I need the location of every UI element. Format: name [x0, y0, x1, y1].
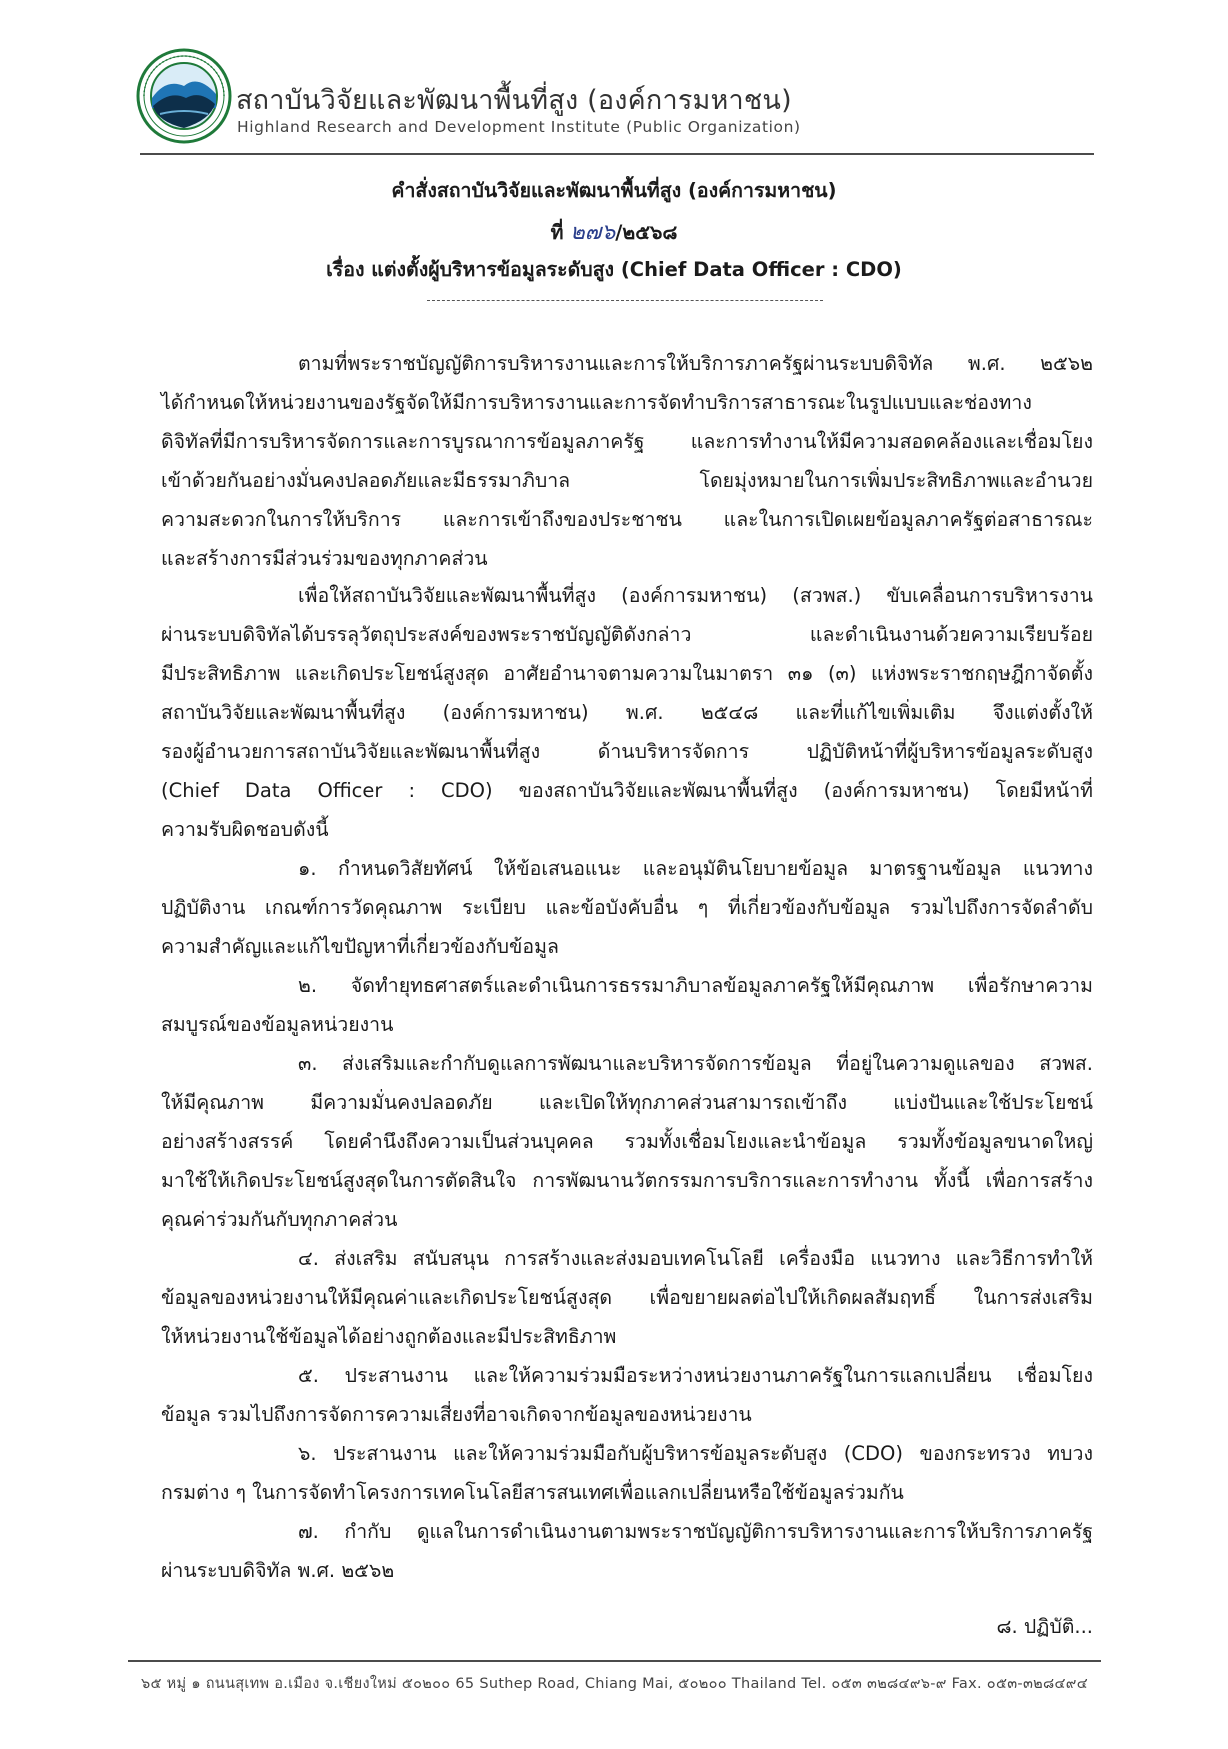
- body-line: ความรับผิดชอบดังนี้: [161, 818, 329, 841]
- body-line: ได้กำหนดให้หน่วยงานของรัฐจัดให้มีการบริหารงานและการจัดทำบริการสาธารณะในรูปแบบและช่องทาง: [161, 391, 1032, 414]
- body-line: มีประสิทธิภาพ และเกิดประโยชน์สูงสุด อาศัยอำนาจตามความในมาตรา ๓๑ (๓) แห่งพระราชกฤษฎีกาจัดตั้ง: [161, 662, 1093, 685]
- body-line: ตามที่พระราชบัญญัติการบริหารงานและการให้บริการภาครัฐผ่านระบบดิจิทัล พ.ศ. ๒๕๖๒: [298, 352, 1093, 375]
- org-name-english: Highland Research and Development Institute (Public Organization): [237, 118, 801, 136]
- letterhead-divider: [140, 153, 1094, 155]
- footer-address: ๖๕ หมู่ ๑ ถนนสุเทพ อ.เมือง จ.เชียงใหม่ ๕๐๒๐๐ 65 Suthep Road, Chiang Mai, ๕๐๒๐๐ Thailand Tel. ๐๕๓ ๓๒๘๔๙๖-๙ Fax. ๐๕๓-๓๒๘๔๙๔: [141, 1676, 1088, 1692]
- body-line: ผ่านระบบดิจิทัลได้บรรลุวัตถุประสงค์ของพระราชบัญญัติดังกล่าว และดำเนินงานด้วยความเรียบร้อย: [161, 623, 1093, 646]
- order-number-year: /๒๕๖๘: [615, 221, 678, 244]
- body-line: ให้หน่วยงานใช้ข้อมูลได้อย่างถูกต้องและมีประสิทธิภาพ: [161, 1325, 617, 1348]
- body-line: ผ่านระบบดิจิทัล พ.ศ. ๒๕๖๒: [161, 1559, 395, 1582]
- body-line: ให้มีคุณภาพ มีความมั่นคงปลอดภัย และเปิดให้ทุกภาคส่วนสามารถเข้าถึง แบ่งปันและใช้ประโยชน์: [161, 1091, 1093, 1114]
- body-line: เพื่อให้สถาบันวิจัยและพัฒนาพื้นที่สูง (องค์การมหาชน) (สวพส.) ขับเคลื่อนการบริหารงาน: [298, 584, 1093, 607]
- body-line: ความสำคัญและแก้ไขปัญหาที่เกี่ยวข้องกับข้อมูล: [161, 935, 559, 958]
- body-line: รองผู้อำนวยการสถาบันวิจัยและพัฒนาพื้นที่สูง ด้านบริหารจัดการ ปฏิบัติหน้าที่ผู้บริหารข้อมูลระดับสูง: [161, 740, 1093, 763]
- body-line: คุณค่าร่วมกันกับทุกภาคส่วน: [161, 1208, 398, 1231]
- duty-item-2: ๒. จัดทำยุทธศาสตร์และดำเนินการธรรมาภิบาลข้อมูลภาครัฐให้มีคุณภาพ เพื่อรักษาความ: [298, 974, 1093, 997]
- body-line: ความสะดวกในการให้บริการ และการเข้าถึงของประชาชน และในการเปิดเผยข้อมูลภาครัฐต่อสาธารณะ: [161, 508, 1093, 531]
- body-line: เข้าด้วยกันอย่างมั่นคงปลอดภัยและมีธรรมาภิบาล โดยมุ่งหมายในการเพิ่มประสิทธิภาพและอำนวย: [161, 469, 1093, 492]
- duty-item-1: ๑. กำหนดวิสัยทัศน์ ให้ข้อเสนอแนะ และอนุมัตินโยบายข้อมูล มาตรฐานข้อมูล แนวทาง: [298, 857, 1093, 880]
- body-line: (Chief Data Officer : CDO) ของสถาบันวิจัยและพัฒนาพื้นที่สูง (องค์การมหาชน) โดยมีหน้าที่: [161, 779, 1093, 802]
- duty-item-3: ๓. ส่งเสริมและกำกับดูแลการพัฒนาและบริหารจัดการข้อมูล ที่อยู่ในความดูแลของ สวพส.: [298, 1052, 1093, 1075]
- body-line: ปฏิบัติงาน เกณฑ์การวัดคุณภาพ ระเบียบ และข้อบังคับอื่น ๆ ที่เกี่ยวข้องกับข้อมูล รวมไปถึงการจัดลำดับ: [161, 896, 1093, 919]
- title-separator: [427, 300, 823, 301]
- duty-item-4: ๔. ส่งเสริม สนับสนุน การสร้างและส่งมอบเทคโนโลยี เครื่องมือ แนวทาง และวิธีการทำให้: [298, 1247, 1093, 1270]
- order-number: [0, 214, 1228, 249]
- body-line: สมบูรณ์ของข้อมูลหน่วยงาน: [161, 1013, 394, 1036]
- page-continuation: ๘. ปฏิบัติ...: [996, 1615, 1093, 1638]
- body-line: และสร้างการมีส่วนร่วมของทุกภาคส่วน: [161, 547, 488, 570]
- footer-divider: [128, 1660, 1101, 1662]
- body-line: ดิจิทัลที่มีการบริหารจัดการและการบูรณาการข้อมูลภาครัฐ และการทำงานให้มีความสอดคล้องและเชื่อมโยง: [161, 430, 1093, 453]
- body-line: อย่างสร้างสรรค์ โดยคำนึงถึงความเป็นส่วนบุคคล รวมทั้งเชื่อมโยงและนำข้อมูล รวมทั้งข้อมูลขนาดใหญ่: [161, 1130, 1093, 1153]
- body-line: ข้อมูล รวมไปถึงการจัดการความเสี่ยงที่อาจเกิดจากข้อมูลของหน่วยงาน: [161, 1403, 752, 1426]
- body-line: ข้อมูลของหน่วยงานให้มีคุณค่าและเกิดประโยชน์สูงสุด เพื่อขยายผลต่อไปให้เกิดผลสัมฤทธิ์ ในการส่งเสริม: [161, 1286, 1093, 1309]
- order-title: คำสั่งสถาบันวิจัยและพัฒนาพื้นที่สูง (องค์การมหาชน): [391, 179, 837, 202]
- body-line: มาใช้ให้เกิดประโยชน์สูงสุดในการตัดสินใจ การพัฒนานวัตกรรมการบริการและการทำงาน ทั้งนี้ เพื่อการสร้าง: [161, 1169, 1093, 1192]
- order-subject: เรื่อง แต่งตั้งผู้บริหารข้อมูลระดับสูง (Chief Data Officer : CDO): [326, 258, 902, 281]
- duty-item-5: ๕. ประสานงาน และให้ความร่วมมือระหว่างหน่วยงานภาครัฐในการแลกเปลี่ยน เชื่อมโยง: [298, 1364, 1093, 1387]
- body-line: สถาบันวิจัยและพัฒนาพื้นที่สูง (องค์การมหาชน) พ.ศ. ๒๕๔๘ และที่แก้ไขเพิ่มเติม จึงแต่งตั้งให้: [161, 701, 1093, 724]
- order-number-prefix: ที่: [550, 221, 564, 244]
- duty-item-6: ๖. ประสานงาน และให้ความร่วมมือกับผู้บริหารข้อมูลระดับสูง (CDO) ของกระทรวง ทบวง: [298, 1442, 1093, 1465]
- body-line: กรมต่าง ๆ ในการจัดทำโครงการเทคโนโลยีสารสนเทศเพื่อแลกเปลี่ยนหรือใช้ข้อมูลร่วมกัน: [161, 1481, 904, 1504]
- org-name-thai: สถาบันวิจัยและพัฒนาพื้นที่สูง (องค์การมหาชน): [236, 85, 792, 116]
- order-number-handwritten: ๒๗๖: [570, 220, 616, 245]
- duty-item-7: ๗. กำกับ ดูแลในการดำเนินงานตามพระราชบัญญัติการบริหารงานและการให้บริการภาครัฐ: [298, 1520, 1093, 1543]
- institute-logo: [136, 48, 232, 144]
